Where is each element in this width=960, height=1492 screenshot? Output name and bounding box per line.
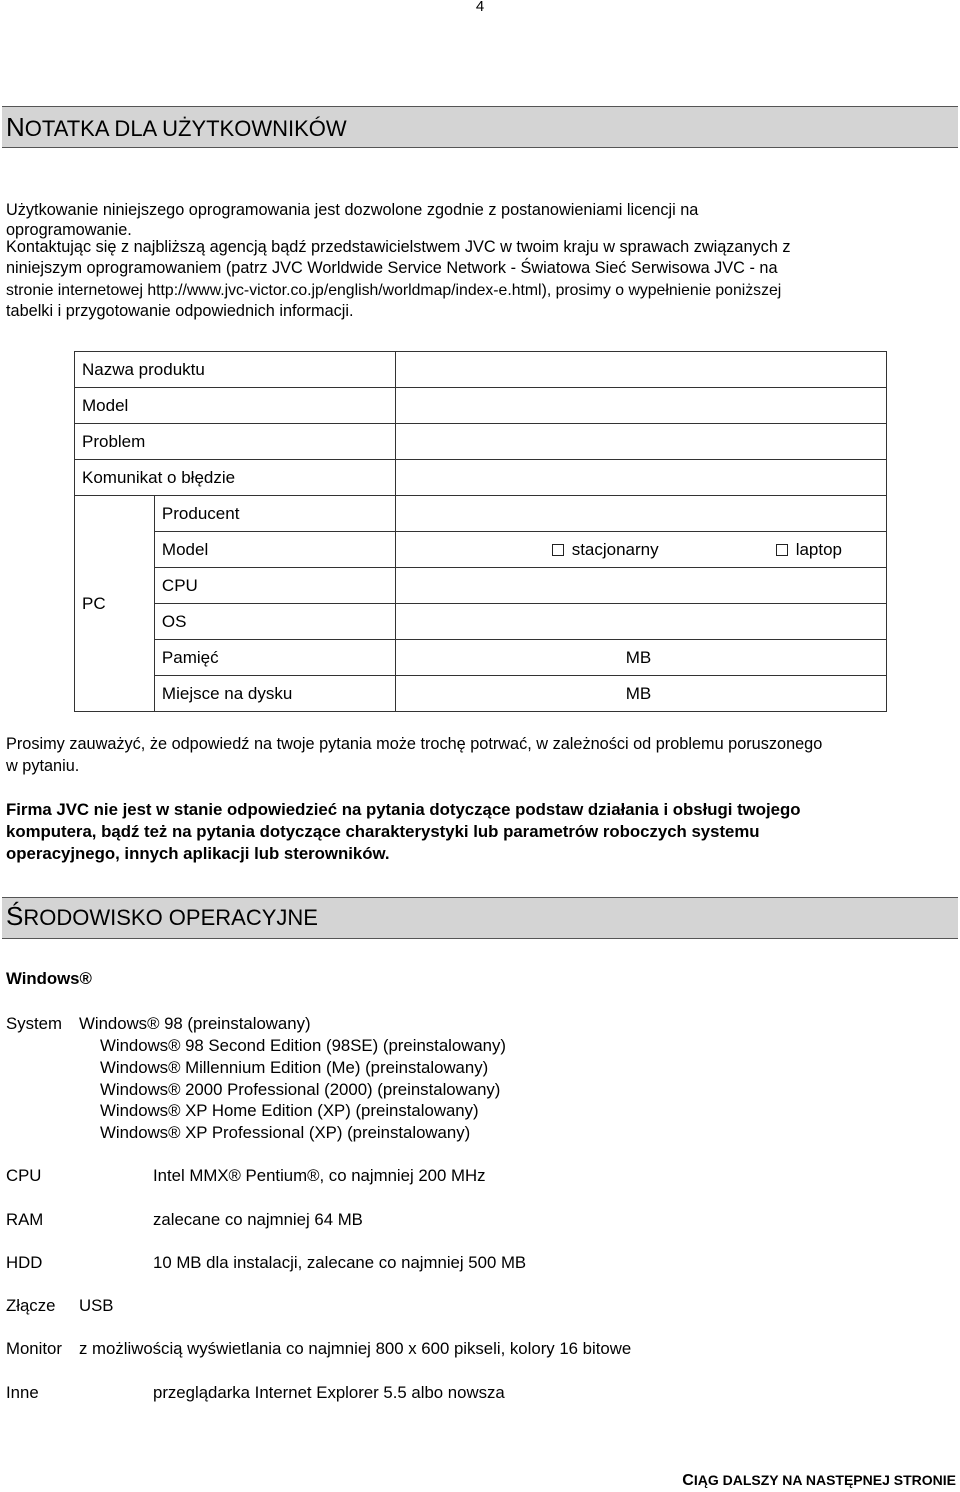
section-title-environment	[6, 901, 318, 931]
checkbox-desktop-label: stacjonarny	[571, 539, 659, 559]
section-title-initial: Ś	[6, 901, 24, 931]
label-problem: Problem	[75, 424, 396, 460]
port-label: Złącze	[6, 1296, 56, 1315]
label-memory: Pamięć	[154, 640, 395, 676]
section-title-initial: N	[6, 112, 25, 142]
system-label: System	[6, 1014, 62, 1033]
system-item: Windows® 98 Second Edition (98SE) (preinstalowany)	[100, 1036, 506, 1055]
label-model: Model	[75, 388, 396, 424]
support-info-form	[74, 351, 887, 712]
checkbox-square-icon	[552, 544, 564, 556]
ram-label: RAM	[6, 1210, 44, 1229]
system-item: Windows® Millennium Edition (Me) (preinstalowany)	[100, 1058, 489, 1077]
monitor-value: z możliwością wyświetlania co najmniej 800 x 600 pikseli, kolory 16 bitowe	[79, 1339, 632, 1358]
intro-line: stronie internetowej http://www.jvc-victor.co.jp/english/worldmap/index-e.html), prosimy o wypełnienie poniższej	[6, 281, 782, 299]
field-problem[interactable]	[395, 424, 886, 460]
field-manufacturer[interactable]	[395, 496, 886, 532]
field-cpu[interactable]	[395, 568, 886, 604]
checkbox-desktop[interactable]	[552, 540, 659, 560]
bold-notice-line: komputera, bądź też na pytania dotyczące charakterystyki lub parametrów roboczych systemu	[6, 822, 760, 841]
bold-notice-line: Firma JVC nie jest w stanie odpowiedzieć na pytania dotyczące podstaw działania i obsługi twojego	[6, 800, 801, 819]
other-value: przeglądarka Internet Explorer 5.5 albo nowsza	[153, 1383, 505, 1402]
checkbox-square-icon	[776, 544, 788, 556]
response-time-notice	[6, 734, 956, 777]
label-error-message: Komunikat o błędzie	[75, 460, 396, 496]
cpu-value: Intel MMX® Pentium®, co najmniej 200 MHz	[153, 1166, 486, 1185]
memory-unit: MB	[625, 647, 652, 667]
checkbox-laptop[interactable]	[776, 540, 842, 560]
support-limitation-notice	[6, 799, 956, 865]
field-memory[interactable]	[395, 640, 886, 676]
page-number: 4	[475, 0, 485, 15]
intro-line: niniejszym oprogramowaniem (patrz JVC Worldwide Service Network - Światowa Sieć Serwisowa JVC - na	[6, 259, 778, 277]
disk-unit: MB	[625, 683, 652, 703]
other-label: Inne	[6, 1383, 39, 1402]
intro-paragraph	[6, 200, 956, 323]
system-item: Windows® XP Professional (XP) (preinstalowany)	[100, 1123, 471, 1142]
field-error-message[interactable]	[395, 460, 886, 496]
section-title-rest: OTATKA DLA UŻYTKOWNIKÓW	[24, 116, 347, 141]
section-title-notes	[6, 112, 347, 142]
ram-value: zalecane co najmniej 64 MB	[153, 1210, 363, 1229]
system-item: Windows® XP Home Edition (XP) (preinstalowany)	[100, 1101, 479, 1120]
label-os: OS	[154, 604, 395, 640]
bold-notice-line: operacyjnego, innych aplikacji lub sterowników.	[6, 844, 390, 863]
monitor-label: Monitor	[6, 1339, 62, 1358]
continued-next-page	[682, 1472, 956, 1490]
windows-heading: Windows®	[6, 969, 92, 988]
label-disk-space: Miejsce na dysku	[154, 676, 395, 712]
field-os[interactable]	[395, 604, 886, 640]
section-title-rest: RODOWISKO OPERACYJNE	[23, 905, 318, 930]
port-value: USB	[79, 1296, 114, 1315]
intro-line: Kontaktując się z najbliższą agencją bądź przedstawicielstwem JVC w twoim kraju w sprawach związanych z	[6, 237, 791, 256]
footer-initial: C	[682, 1472, 694, 1489]
field-pc-model[interactable]	[395, 532, 886, 568]
hdd-label: HDD	[6, 1253, 43, 1272]
label-pc: PC	[75, 496, 155, 712]
notice-line: Prosimy zauważyć, że odpowiedź na twoje pytania może trochę potrwać, w zależności od problemu poruszonego	[6, 735, 823, 753]
label-manufacturer: Producent	[154, 496, 395, 532]
hdd-value: 10 MB dla instalacji, zalecane co najmniej 500 MB	[153, 1253, 527, 1272]
notice-line: w pytaniu.	[6, 756, 80, 775]
intro-line: tabelki i przygotowanie odpowiednich informacji.	[6, 302, 354, 320]
system-item: Windows® 98 (preinstalowany)	[79, 1014, 311, 1033]
system-item: Windows® 2000 Professional (2000) (preinstalowany)	[100, 1080, 501, 1099]
field-product-name[interactable]	[395, 352, 886, 388]
intro-line: Użytkowanie niniejszego oprogramowania jest dozwolone zgodnie z postanowieniami licencji na	[6, 201, 699, 219]
label-product-name: Nazwa produktu	[75, 352, 396, 388]
field-model[interactable]	[395, 388, 886, 424]
label-cpu: CPU	[154, 568, 395, 604]
checkbox-laptop-label: laptop	[795, 539, 843, 559]
field-disk-space[interactable]	[395, 676, 886, 712]
cpu-label: CPU	[6, 1166, 42, 1185]
label-pc-model: Model	[154, 532, 395, 568]
footer-rest: IĄG DALSZY NA NASTĘPNEJ STRONIE	[693, 1472, 956, 1488]
intro-line: oprogramowanie.	[6, 220, 132, 239]
